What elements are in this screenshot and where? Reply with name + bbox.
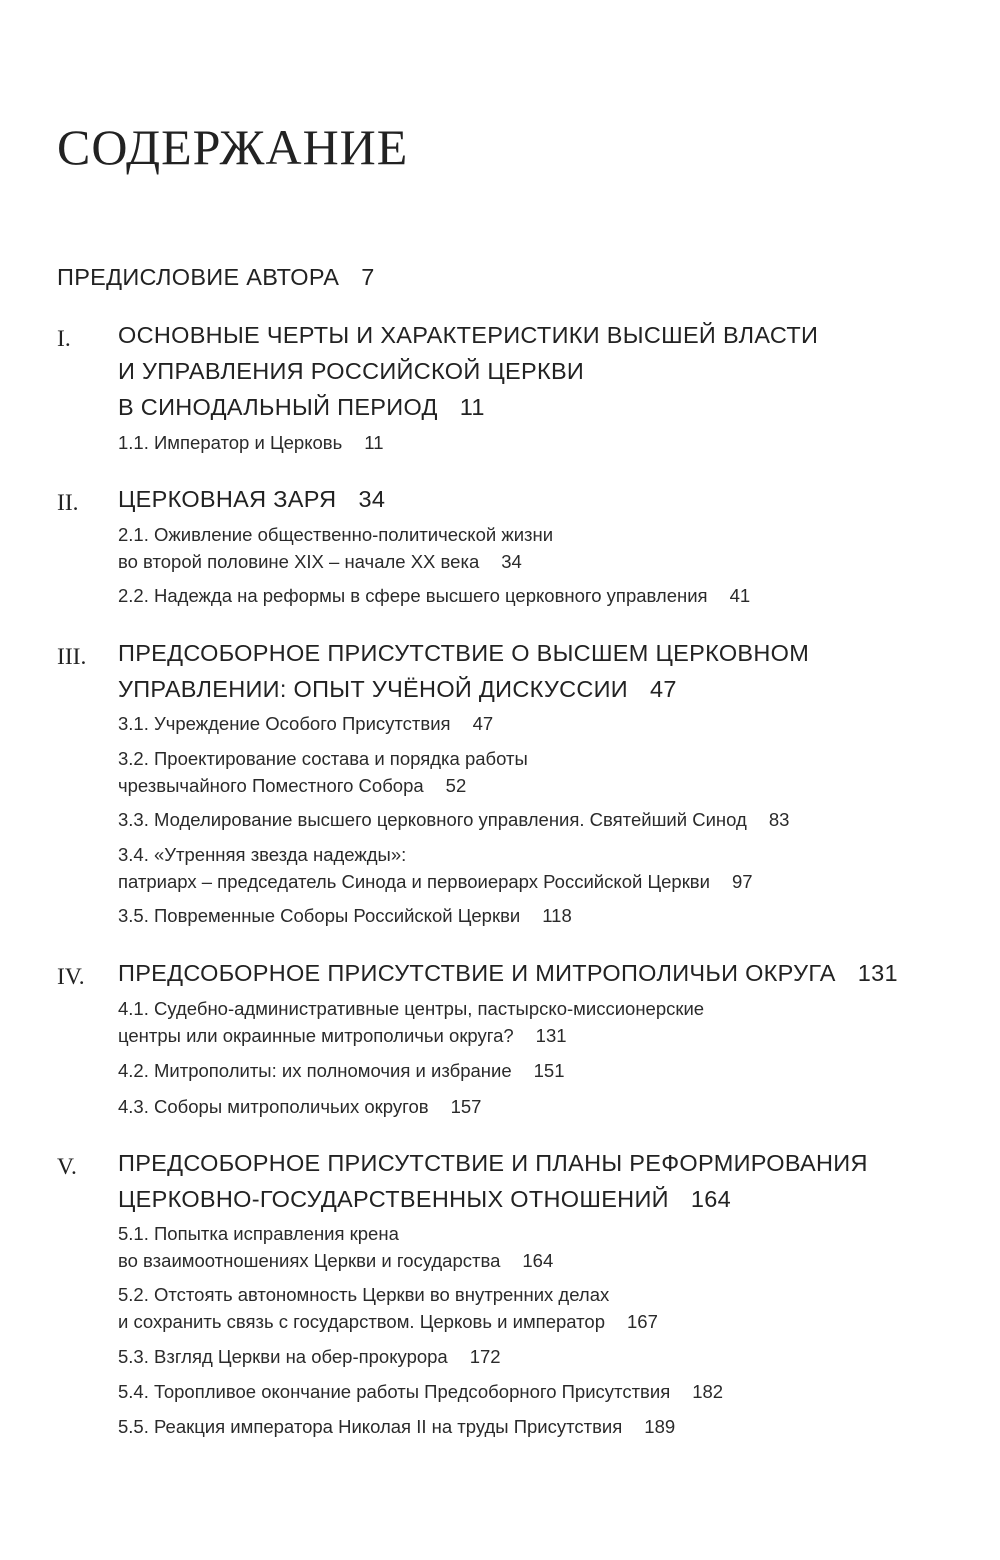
chapter-title-line: ЦЕРКОВНО-ГОСУДАРСТВЕННЫХ ОТНОШЕНИЙ 164 [118,1186,731,1212]
toc-page-number: 164 [522,1250,554,1271]
toc-entry-preface [57,264,375,291]
section-entry: 5.4. Торопливое окончание работы Предсоборного Присутствия 182 [118,1381,724,1402]
toc-page-number: 83 [768,809,790,830]
chapter-title-line: ОСНОВНЫЕ ЧЕРТЫ И ХАРАКТЕРИСТИКИ ВЫСШЕЙ ВЛАСТИ [118,322,819,348]
section-entry: 3.2. Проектирование состава и порядка работы [118,748,528,769]
toc-page-number: 34 [358,486,386,512]
toc-page-number: 118 [542,905,572,926]
section-entry: 4.3. Соборы митрополичьих округов 157 [118,1096,482,1117]
section-entry: патриарх – председатель Синода и первоиерарх Российской Церкви 97 [118,871,753,892]
toc-entry-label: ПРЕДИСЛОВИЕ АВТОРА [57,264,340,290]
toc-page-number: 52 [445,775,467,796]
toc-page-number: 131 [535,1025,567,1046]
toc-page-number: 41 [729,585,751,606]
section-entry: 5.1. Попытка исправления крена [118,1223,399,1244]
section-entry: 2.2. Надежда на реформы в сфере высшего церковного управления 41 [118,585,751,606]
section-entry: 5.3. Взгляд Церкви на обер-прокурора 172 [118,1346,501,1367]
section-entry: 3.3. Моделирование высшего церковного управления. Святейший Синод 83 [118,809,790,830]
toc-page-number: 34 [501,551,522,572]
chapter-title-line: ПРЕДСОБОРНОЕ ПРИСУТСТВИЕ О ВЫСШЕМ ЦЕРКОВНОМ [118,640,810,666]
chapter-title-line: ПРЕДСОБОРНОЕ ПРИСУТСТВИЕ И МИТРОПОЛИЧЬИ ОКРУГА 131 [118,960,898,986]
chapter-title-line: И УПРАВЛЕНИЯ РОССИЙСКОЙ ЦЕРКВИ [118,358,585,384]
toc-page-number: 47 [472,713,494,734]
section-entry: 5.5. Реакция императора Николая II на труды Присутствия 189 [118,1416,676,1437]
section-entry: во взаимоотношениях Церкви и государства 164 [118,1250,554,1271]
toc-page-number: 131 [857,960,898,986]
section-entry: и сохранить связь с государством. Церковь и император 167 [118,1311,658,1332]
chapter-numeral: IV. [57,964,85,990]
chapter-numeral: I. [57,326,71,352]
chapter-numeral: II. [57,490,79,516]
toc-page-number: 157 [450,1096,482,1117]
toc-page-number: 47 [650,676,677,702]
section-entry: 2.1. Оживление общественно-политической жизни [118,524,554,545]
section-entry: чрезвычайного Поместного Собора 52 [118,775,467,796]
section-entry: 1.1. Император и Церковь 11 [118,432,384,453]
chapter-numeral: III. [57,644,87,670]
section-entry: центры или окраинные митрополичьи округа? 131 [118,1025,567,1046]
section-entry: 4.2. Митрополиты: их полномочия и избрание 151 [118,1060,565,1081]
toc-page-number: 97 [731,871,753,892]
toc-page-number: 172 [469,1346,501,1367]
toc-page-number: 11 [459,394,485,420]
section-entry: во второй половине XIX – начале XX века 34 [118,551,522,572]
toc-page-number: 7 [361,264,375,290]
chapter-title-line: УПРАВЛЕНИИ: ОПЫТ УЧЁНОЙ ДИСКУССИИ 47 [118,676,677,702]
toc-page-number: 151 [533,1060,565,1081]
toc-page-number: 164 [690,1186,731,1212]
section-entry: 3.5. Повременные Соборы Российской Церкви 118 [118,905,572,926]
toc-page-number: 189 [644,1416,676,1437]
chapter-title-line: ПРЕДСОБОРНОЕ ПРИСУТСТВИЕ И ПЛАНЫ РЕФОРМИРОВАНИЯ [118,1150,868,1176]
toc-page-number: 11 [364,432,384,453]
chapter-title-line: В СИНОДАЛЬНЫЙ ПЕРИОД 11 [118,394,485,420]
chapter-title-line: ЦЕРКОВНАЯ ЗАРЯ 34 [118,486,386,512]
section-entry: 5.2. Отстоять автономность Церкви во внутренних делах [118,1284,610,1305]
page-title: СОДЕРЖАНИЕ [57,119,409,175]
section-entry: 3.1. Учреждение Особого Присутствия 47 [118,713,494,734]
toc-page-number: 167 [627,1311,658,1332]
chapter-numeral: V. [57,1154,77,1180]
section-entry: 3.4. «Утренняя звезда надежды»: [118,844,407,865]
toc-page-number: 182 [692,1381,724,1402]
section-entry: 4.1. Судебно-административные центры, пастырско-миссионерские [118,998,705,1019]
